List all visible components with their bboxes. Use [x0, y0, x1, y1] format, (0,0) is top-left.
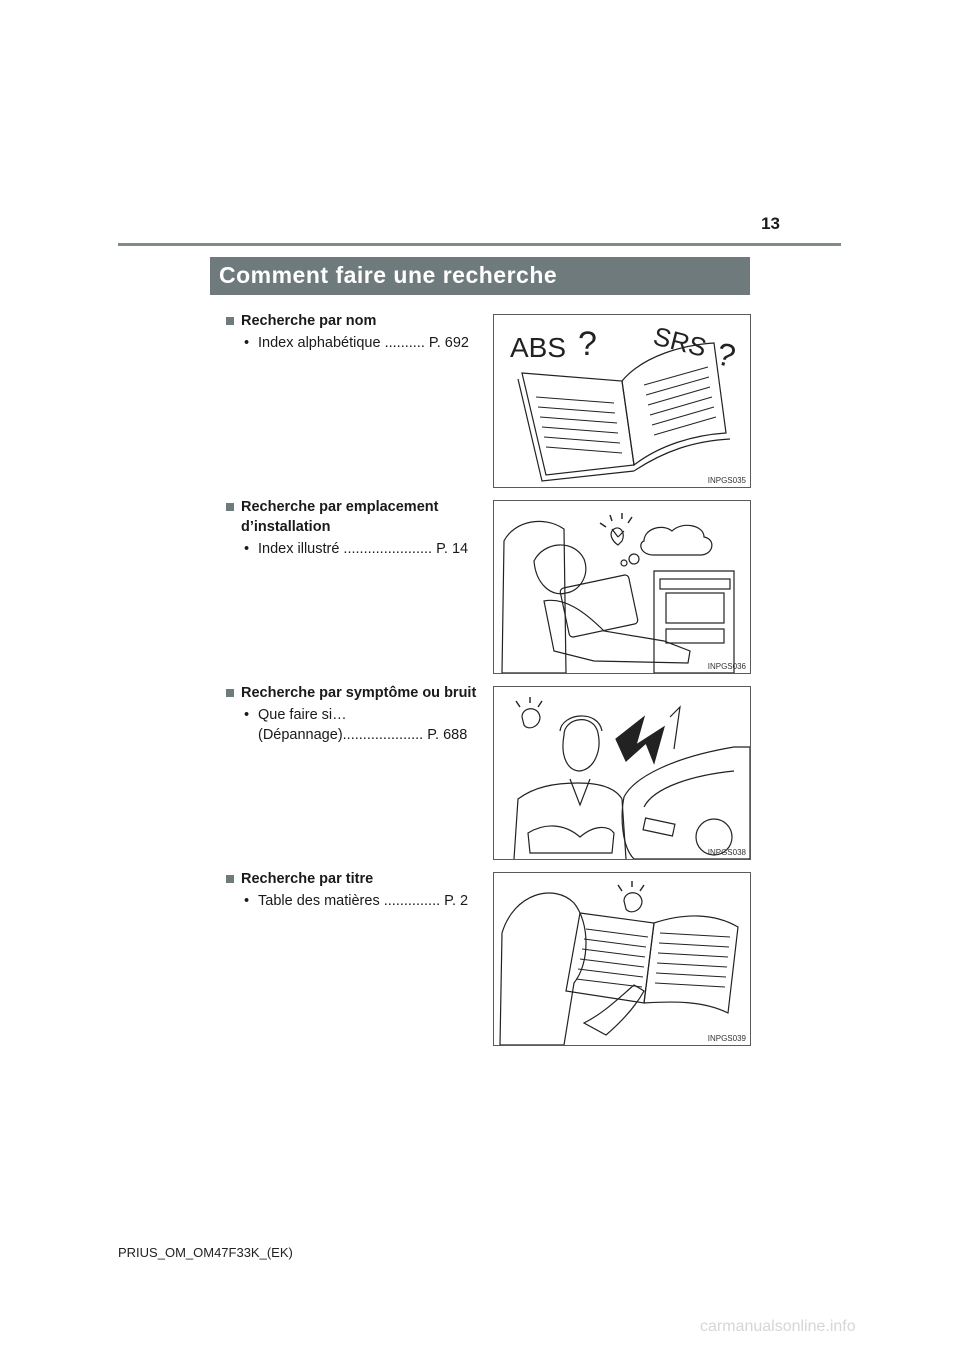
- page-number: 13: [761, 214, 780, 233]
- figure-code: INPGS035: [707, 476, 746, 485]
- entry-search-by-location: [226, 497, 484, 559]
- entry-search-by-symptom: [226, 683, 484, 745]
- entry-title: Recherche par symptôme ou bruit: [241, 685, 477, 701]
- entry-reference[interactable]: Index alphabétique .......... P. 692: [258, 335, 469, 351]
- figure-driver-dashboard: [493, 500, 751, 674]
- srs-label: SRS: [650, 320, 710, 363]
- abs-label: ABS: [510, 332, 567, 363]
- watermark: carmanualsonline.info: [700, 1318, 856, 1335]
- bullet-dot: •: [244, 893, 250, 909]
- figure-code: INPGS036: [707, 662, 746, 671]
- entry-title: Recherche par titre: [241, 871, 374, 887]
- square-bullet-icon: [226, 875, 234, 883]
- figure-code: INPGS038: [707, 848, 746, 857]
- entry-search-by-title: [226, 869, 484, 911]
- entry-title: Recherche par emplacement d’installation: [241, 499, 439, 535]
- bullet-dot: •: [244, 335, 250, 351]
- entry-reference[interactable]: Table des matières .............. P. 2: [258, 893, 469, 909]
- bullet-dot: •: [244, 707, 250, 723]
- entry-title: Recherche par nom: [241, 313, 377, 329]
- figure-code: INPGS039: [707, 1034, 746, 1043]
- section-title: Comment faire une recherche: [219, 262, 558, 288]
- figure-reading-contents: [493, 872, 751, 1046]
- entry-reference[interactable]: Index illustré ...................... P. 14: [258, 541, 469, 557]
- entry-subtitle: Que faire si…: [258, 707, 347, 723]
- entry-search-by-name: [226, 311, 484, 353]
- square-bullet-icon: [226, 503, 234, 511]
- square-bullet-icon: [226, 317, 234, 325]
- entry-reference[interactable]: (Dépannage).................... P. 688: [258, 727, 468, 743]
- header-rule: [118, 243, 841, 246]
- document-code: PRIUS_OM_OM47F33K_(EK): [118, 1245, 293, 1260]
- bullet-dot: •: [244, 541, 250, 557]
- question-mark-icon: ?: [578, 325, 597, 363]
- question-mark-icon: ?: [713, 335, 740, 375]
- square-bullet-icon: [226, 689, 234, 697]
- figure-open-book-abs-srs: [493, 314, 751, 488]
- figure-man-car-noise: [493, 686, 751, 860]
- section-title-bar: [210, 257, 750, 295]
